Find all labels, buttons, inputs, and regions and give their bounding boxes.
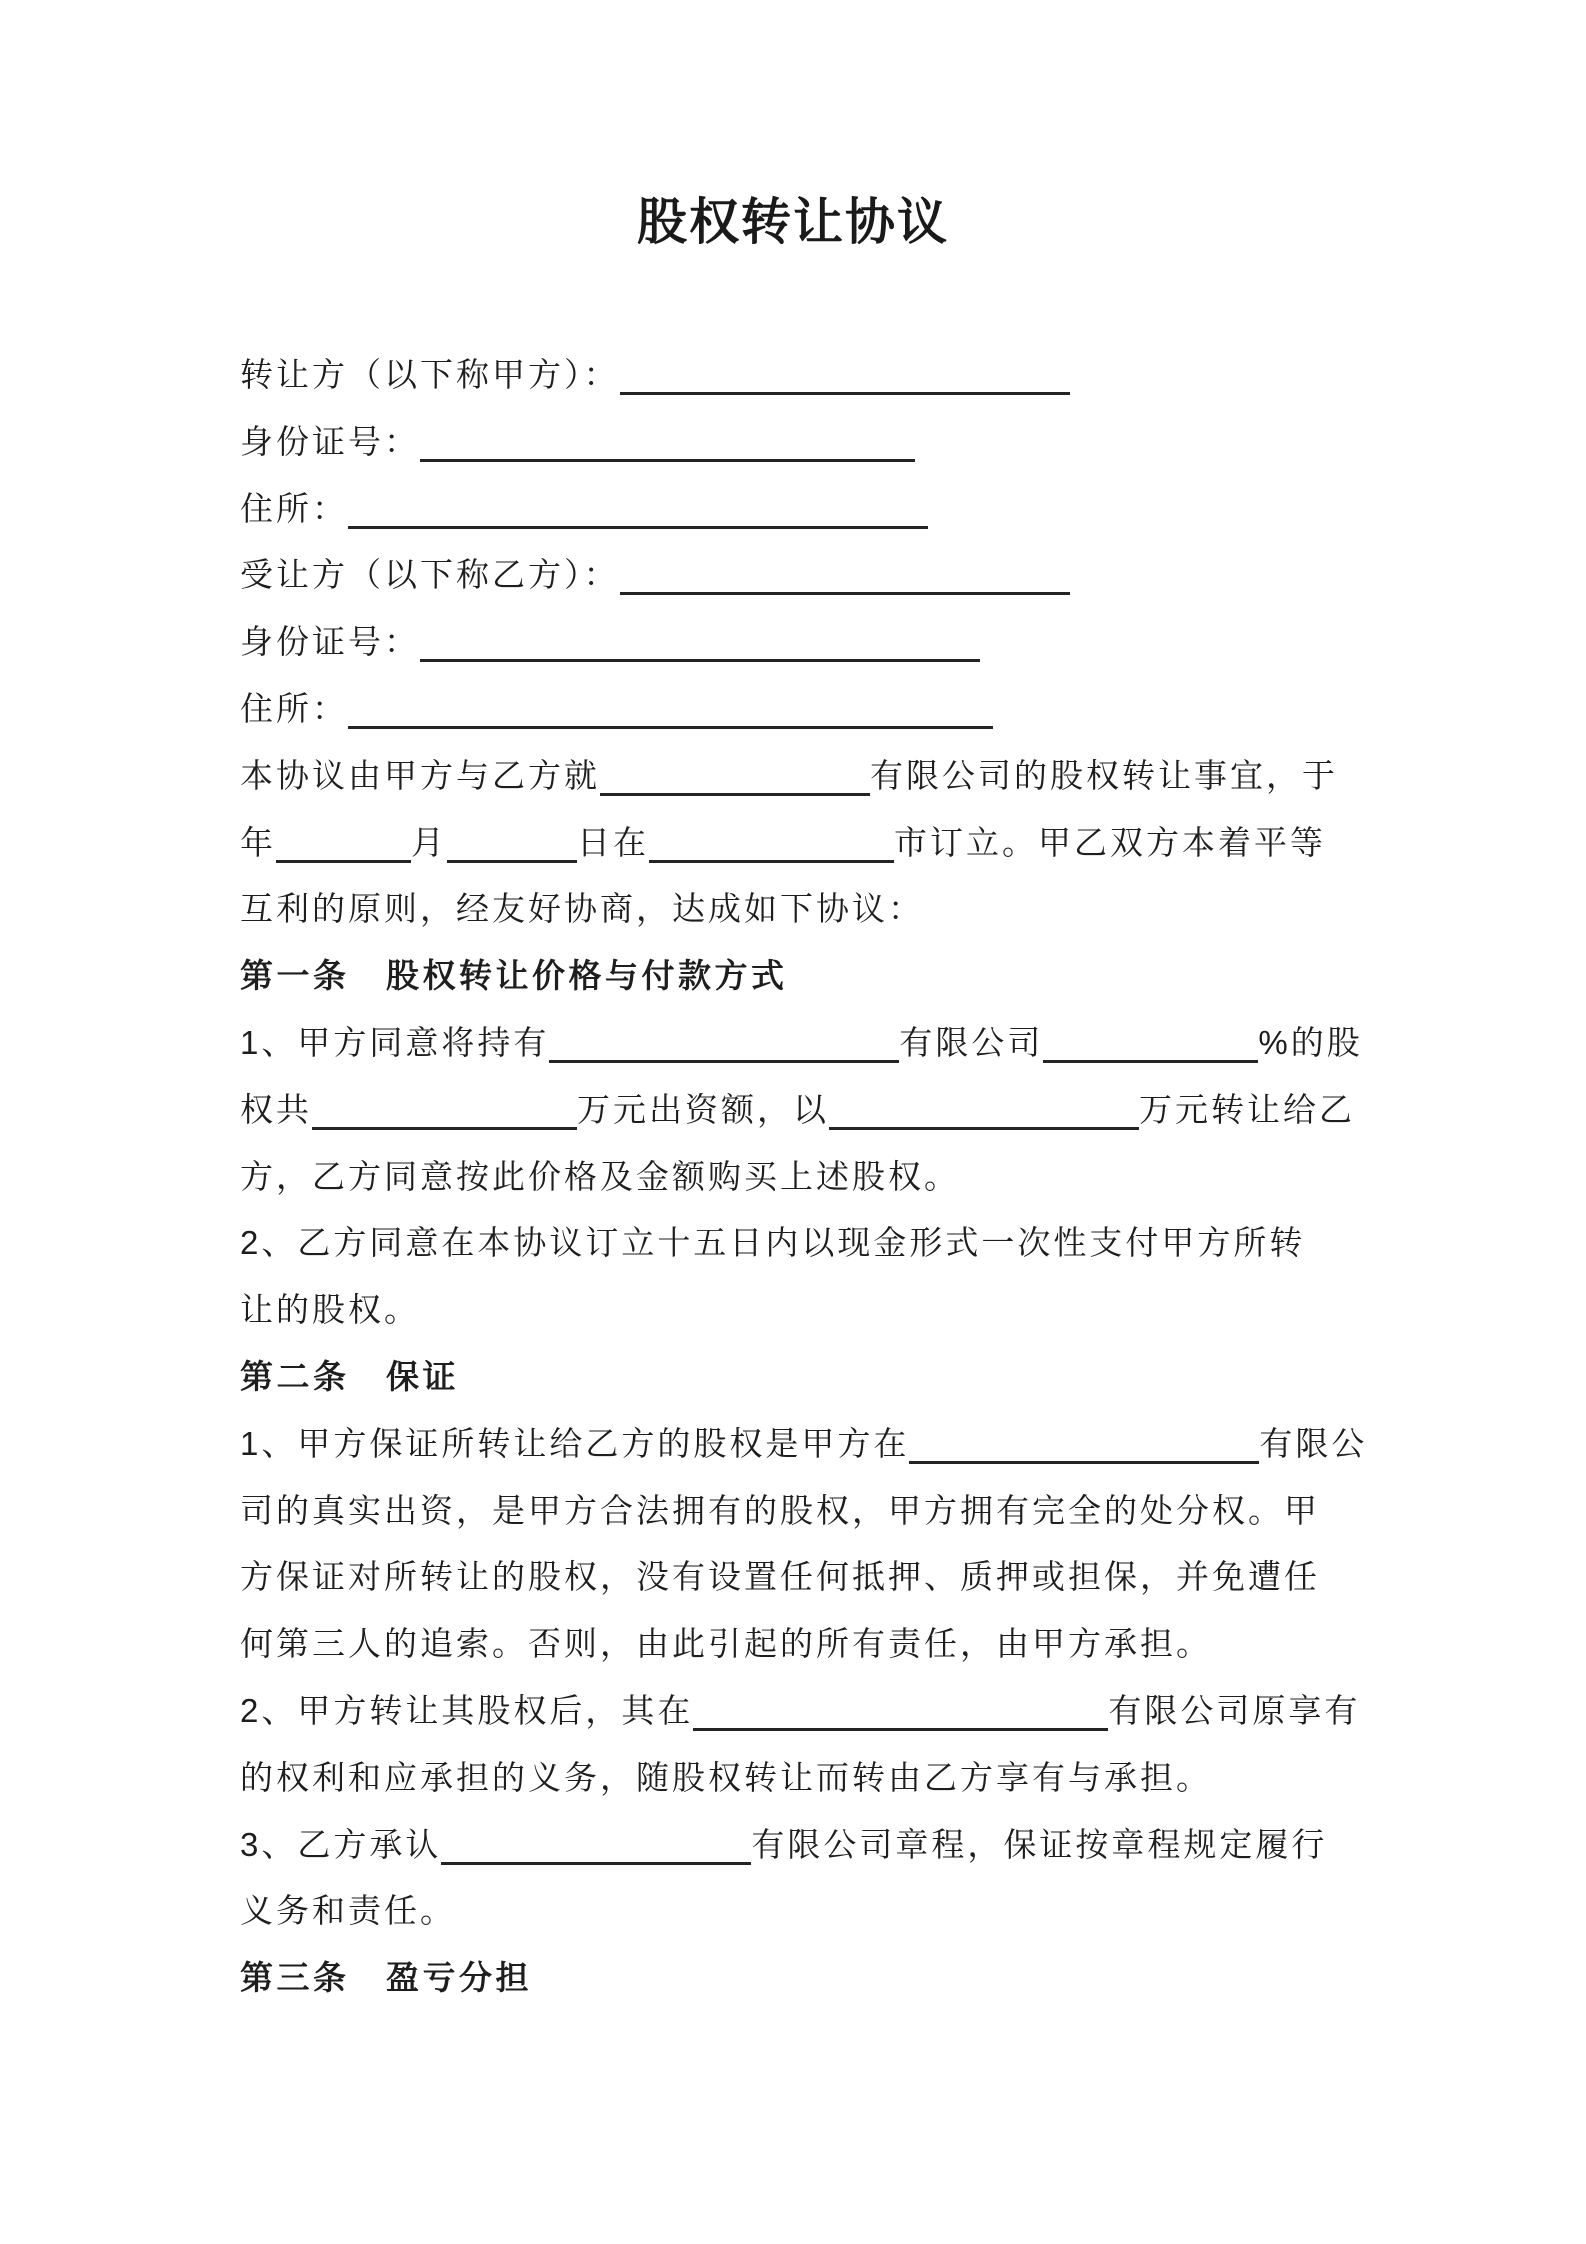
fill-in-blank <box>600 757 870 796</box>
document-line <box>240 1812 1400 1879</box>
text-segment: 万元出资额，以 <box>577 1090 829 1128</box>
text-segment: 第三条 盈亏分担 <box>240 1959 532 1997</box>
text-segment: 2、甲方转让其股权后，其在 <box>240 1691 694 1729</box>
fill-in-blank <box>829 1091 1139 1130</box>
fill-in-blank <box>549 1024 899 1063</box>
document-line <box>240 1277 1400 1344</box>
text-segment: 1、甲方保证所转让给乙方的股权是甲方在 <box>240 1424 910 1462</box>
document-lines <box>0 342 1400 2012</box>
text-segment: 让的股权。 <box>240 1291 420 1329</box>
text-segment: 第一条 股权转让价格与付款方式 <box>240 957 788 995</box>
section-heading <box>240 1945 1400 2012</box>
text-segment: 义务和责任。 <box>240 1892 456 1930</box>
document-line <box>240 1077 1400 1144</box>
text-segment: 月 <box>411 823 447 861</box>
document-line <box>240 876 1400 943</box>
text-segment: 身份证号： <box>240 623 420 661</box>
text-segment: 身份证号： <box>240 422 420 460</box>
text-segment: %的股 <box>1258 1023 1363 1061</box>
text-segment: 互利的原则，经友好协商，达成如下协议： <box>240 890 924 928</box>
text-segment: 住所： <box>240 489 348 527</box>
text-segment: 转让方（以下称甲方）： <box>240 356 620 393</box>
document-line <box>240 1745 1400 1812</box>
fill-in-blank <box>447 824 577 863</box>
text-segment: 权共 <box>240 1090 312 1128</box>
document-line <box>240 810 1400 877</box>
fill-in-blank <box>312 1091 577 1130</box>
text-segment: 3、乙方承认 <box>240 1825 442 1863</box>
document-line <box>240 476 1400 543</box>
text-segment: 方保证对所转让的股权，没有设置任何抵押、质押或担保，并免遭任 <box>240 1558 1320 1596</box>
text-segment: 年 <box>240 823 276 861</box>
document-line <box>240 1210 1400 1277</box>
document-title: 股权转让协议 <box>637 194 949 250</box>
fill-in-blank <box>420 623 980 662</box>
text-segment: 的权利和应承担的义务，随股权转让而转由乙方享有与承担。 <box>240 1758 1212 1796</box>
text-segment: 万元转让给乙 <box>1139 1090 1355 1128</box>
fill-in-blank <box>620 556 1070 595</box>
text-segment: 第二条 保证 <box>240 1357 459 1395</box>
text-segment: 2、乙方同意在本协议订立十五日内以现金形式一次性支付甲方所转 <box>240 1224 1306 1262</box>
document-line <box>240 609 1400 676</box>
document-line <box>240 409 1400 476</box>
text-segment: 有限公司章程，保证按章程规定履行 <box>751 1825 1328 1863</box>
text-segment: 本协议由甲方与乙方就 <box>240 756 600 794</box>
document-line <box>240 1878 1400 1945</box>
fill-in-blank <box>348 690 993 729</box>
text-segment: 市订立。甲乙双方本着平等 <box>894 823 1326 861</box>
text-segment: 何第三人的追索。否则，由此引起的所有责任，由甲方承担。 <box>240 1625 1212 1663</box>
text-segment: 有限公 <box>1259 1424 1368 1462</box>
text-segment: 有限公司原享有 <box>1108 1691 1361 1729</box>
fill-in-blank <box>420 423 915 462</box>
fill-in-blank <box>909 1425 1259 1464</box>
document-line <box>240 1478 1400 1545</box>
fill-in-blank <box>276 824 411 863</box>
document-line <box>240 342 1400 409</box>
document-line <box>240 1144 1400 1211</box>
document-line <box>240 1544 1400 1611</box>
document-line <box>240 1611 1400 1678</box>
text-segment: 有限公司的股权转让事宜，于 <box>870 756 1338 794</box>
fill-in-blank <box>348 490 928 529</box>
text-segment: 1、甲方同意将持有 <box>240 1023 550 1061</box>
text-segment: 日在 <box>577 823 649 861</box>
fill-in-blank <box>649 824 894 863</box>
text-segment: 方，乙方同意按此价格及金额购买上述股权。 <box>240 1157 960 1195</box>
fill-in-blank <box>620 356 1070 395</box>
fill-in-blank <box>441 1826 751 1865</box>
document-line <box>240 542 1400 609</box>
section-heading <box>240 943 1400 1010</box>
document-line <box>240 676 1400 743</box>
fill-in-blank <box>1043 1024 1258 1063</box>
document-line <box>240 1010 1400 1077</box>
text-segment: 司的真实出资，是甲方合法拥有的股权，甲方拥有完全的处分权。甲 <box>240 1491 1320 1529</box>
document-line <box>240 1678 1400 1745</box>
text-segment: 有限公司 <box>899 1023 1044 1061</box>
document-line <box>240 743 1400 810</box>
document-line <box>240 1411 1400 1478</box>
text-segment: 受让方（以下称乙方）： <box>240 556 620 594</box>
fill-in-blank <box>693 1692 1108 1731</box>
section-heading <box>240 1344 1400 1411</box>
text-segment: 住所： <box>240 689 348 727</box>
